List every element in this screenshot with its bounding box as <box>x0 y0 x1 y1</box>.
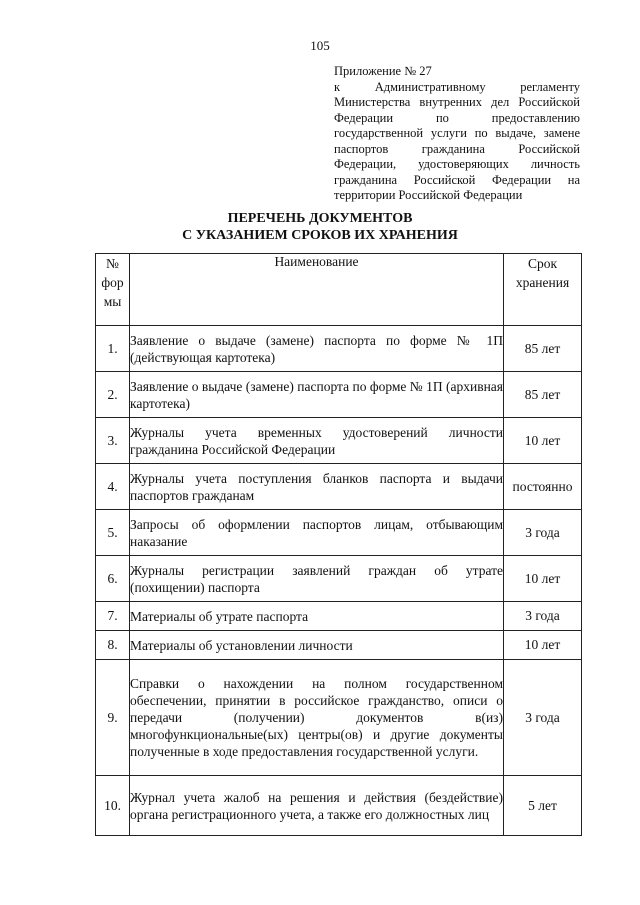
table-row <box>96 776 582 836</box>
row-name: Журналы учета временных удостоверений личности гражданина Российской Федерации <box>130 418 504 464</box>
row-term: 85 лет <box>504 372 582 418</box>
row-number: 2. <box>96 372 130 418</box>
annex-line: государственной услуги по выдаче, замене <box>334 126 580 140</box>
title-line-2: С УКАЗАНИЕМ СРОКОВ ИХ ХРАНЕНИЯ <box>182 228 458 243</box>
row-name: Журналы учета поступления бланков паспорта и выдачи паспортов гражданам <box>130 464 504 510</box>
row-name: Журналы регистрации заявлений граждан об утрате (похищении) паспорта <box>130 556 504 602</box>
row-number: 6. <box>96 556 130 602</box>
row-name: Журнал учета жалоб на решения и действия (бездействие) органа регистрационного учета, а также его должностных лиц <box>130 776 504 836</box>
row-name: Запросы об оформлении паспортов лицам, отбывающим наказание <box>130 510 504 556</box>
row-name: Материалы об установлении личности <box>130 631 504 660</box>
row-term: 3 года <box>504 660 582 776</box>
annex-line: Федерации по предоставлению <box>334 110 580 125</box>
header-storage-term <box>504 254 582 326</box>
annex-line: Министерства внутренних дел Российской <box>334 95 580 109</box>
row-number: 9. <box>96 660 130 776</box>
row-name: Справки о нахождении на полном государственном обеспечении, принятии в российское гражданство, описи о передачи (получении) документов в(из) многофункциональные(ых) центры(ов) и другие документы полученные в ходе предоставления государственной услуги. <box>130 660 504 776</box>
row-term: 5 лет <box>504 776 582 836</box>
page-number: 105 <box>310 38 330 53</box>
title-line-1: ПЕРЕЧЕНЬ ДОКУМЕНТОВ <box>227 211 413 226</box>
row-number: 8. <box>96 631 130 660</box>
document-title <box>120 210 520 244</box>
row-name: Материалы об утрате паспорта <box>130 602 504 631</box>
row-term: 10 лет <box>504 631 582 660</box>
row-name: Заявление о выдаче (замене) паспорта по форме № 1П (действующая картотека) <box>130 326 504 372</box>
annex-line: к Административному регламенту <box>334 79 580 94</box>
table-row <box>96 631 582 660</box>
table-row <box>96 602 582 631</box>
row-number: 5. <box>96 510 130 556</box>
header-text: хранения <box>515 275 570 290</box>
annex-header <box>334 64 580 204</box>
annex-line: паспортов гражданина Российской <box>334 141 580 156</box>
table-row <box>96 556 582 602</box>
annex-line: гражданина Российской Федерации на <box>334 172 580 187</box>
row-term: 3 года <box>504 510 582 556</box>
row-name: Заявление о выдаче (замене) паспорта по форме № 1П (архивная картотека) <box>130 372 504 418</box>
header-name: Наименование <box>130 254 504 326</box>
row-number: 7. <box>96 602 130 631</box>
table-row <box>96 510 582 556</box>
row-term: 3 года <box>504 602 582 631</box>
table-row <box>96 464 582 510</box>
documents-table <box>95 253 582 836</box>
row-number: 3. <box>96 418 130 464</box>
annex-line: территории Российской Федерации <box>334 188 523 202</box>
row-number: 1. <box>96 326 130 372</box>
table-row <box>96 326 582 372</box>
header-text: № <box>106 256 119 271</box>
annex-line: Приложение № 27 <box>334 64 432 78</box>
header-text: Срок <box>527 256 558 271</box>
row-term: 10 лет <box>504 418 582 464</box>
row-term: 85 лет <box>504 326 582 372</box>
header-text: мы <box>103 294 122 309</box>
table-row <box>96 660 582 776</box>
table-header-row <box>96 254 582 326</box>
row-term: 10 лет <box>504 556 582 602</box>
table-row <box>96 418 582 464</box>
annex-line: Федерации, удостоверяющих личность <box>334 157 580 171</box>
row-number: 10. <box>96 776 130 836</box>
header-form-number <box>96 254 130 326</box>
row-number: 4. <box>96 464 130 510</box>
table-row <box>96 372 582 418</box>
row-term: постоянно <box>504 464 582 510</box>
header-text: фор <box>101 275 124 290</box>
